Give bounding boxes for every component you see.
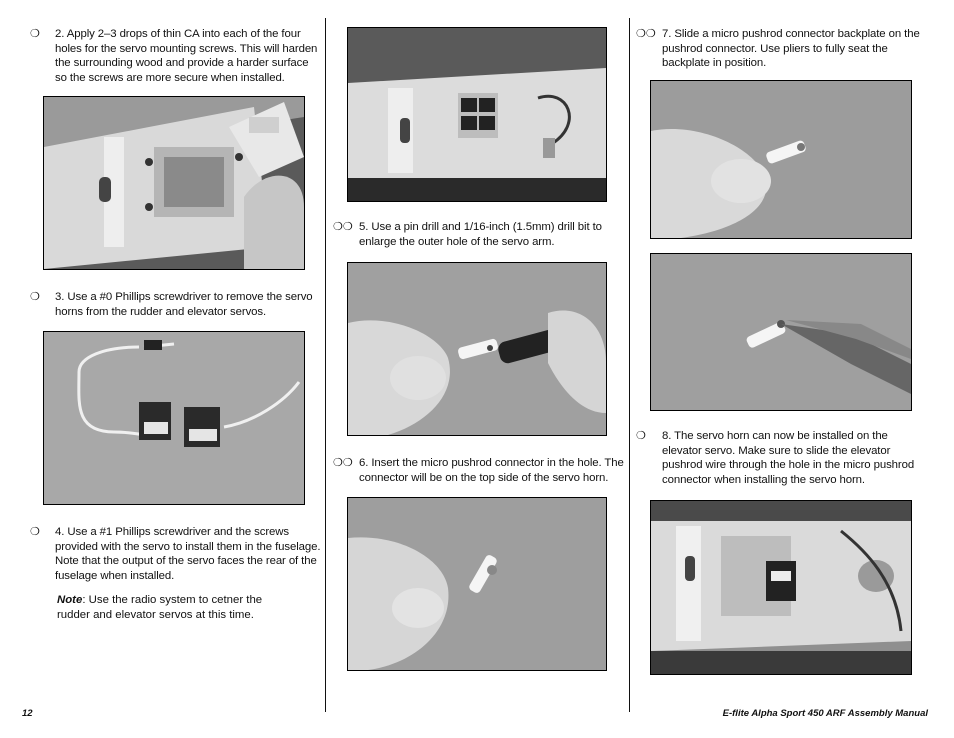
- step-7: [636, 27, 928, 71]
- checkbox-double-circle-icon[interactable]: ❍❍: [333, 457, 353, 469]
- page-number: 12: [22, 708, 33, 719]
- checkbox-circle-icon[interactable]: ❍: [30, 291, 40, 303]
- photo-backplate-on-connector: [650, 80, 912, 239]
- photo-pin-drill-servo-arm: [347, 262, 607, 436]
- step-8: [636, 429, 928, 487]
- photo-pliers-seat-backplate: [650, 253, 912, 411]
- checkbox-circle-icon[interactable]: ❍: [636, 430, 646, 442]
- step-4: [30, 525, 322, 583]
- photo-servos-installed: [347, 27, 607, 202]
- column-divider-1: [325, 18, 326, 712]
- step-5: [333, 220, 625, 249]
- checkbox-double-circle-icon[interactable]: ❍❍: [333, 221, 353, 233]
- step-8-text: 8. The servo horn can now be installed on the elevator servo. Make sure to slide the elevator pushrod wire through the hole in the micro pushrod connector when installing the servo horn.: [662, 430, 915, 486]
- step-3: [30, 290, 322, 319]
- note-text: : Use the radio system to cetner the rudder and elevator servos at this time.: [57, 594, 263, 621]
- checkbox-circle-icon[interactable]: ❍: [30, 526, 40, 538]
- step-7-text: 7. Slide a micro pushrod connector backplate on the pushrod connector. Use pliers to fully seat the backplate in position.: [662, 28, 920, 70]
- step-2-text: 2. Apply 2–3 drops of thin CA into each of the four holes for the servo mounting screws. This will harden the surrounding wood and provide a harder surface so the screws are more secure when installed.: [55, 28, 318, 84]
- checkbox-circle-icon[interactable]: ❍: [30, 28, 40, 40]
- photo-ca-into-screw-holes: [43, 96, 305, 270]
- column-divider-2: [629, 18, 630, 712]
- step-6: [333, 456, 625, 485]
- step-3-text: 3. Use a #0 Phillips screwdriver to remove the servo horns from the rudder and elevator servos.: [55, 291, 313, 318]
- note-label: Note: [57, 594, 83, 606]
- step-4-text: 4. Use a #1 Phillips screwdriver and the screws provided with the servo to install them in the fuselage. Note that the output of the servo faces the rear of the fuselage when installed.: [55, 526, 321, 582]
- checkbox-double-circle-icon[interactable]: ❍❍: [636, 28, 656, 40]
- photo-servos-horns-removed: [43, 331, 305, 505]
- photo-servo-horn-installed: [650, 500, 912, 675]
- step-6-text: 6. Insert the micro pushrod connector in the hole. The connector will be on the top side of the servo horn.: [359, 457, 624, 484]
- photo-connector-in-hole: [347, 497, 607, 671]
- step-5-text: 5. Use a pin drill and 1/16-inch (1.5mm) drill bit to enlarge the outer hole of the servo arm.: [359, 221, 602, 248]
- step-2: [30, 27, 322, 85]
- footer-title: E-flite Alpha Sport 450 ARF Assembly Manual: [722, 708, 928, 719]
- note: [57, 593, 272, 622]
